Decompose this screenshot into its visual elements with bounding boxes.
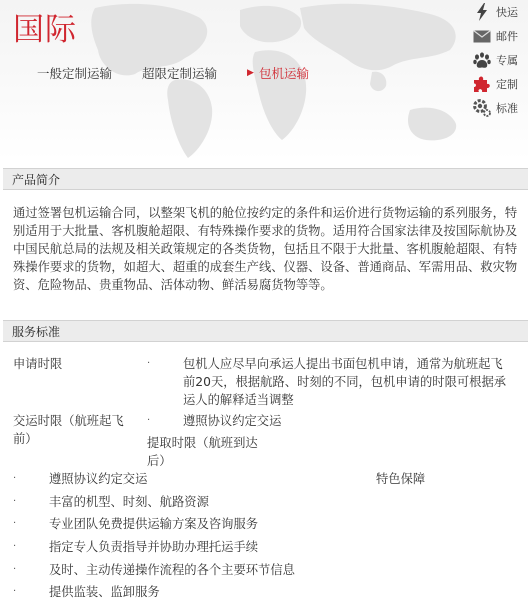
feature-item: 专业团队免费提供运输方案及咨询服务 [49, 517, 259, 531]
subnav-item-general-custom[interactable] [37, 64, 112, 82]
delivery-time-text: 遵照协议约定交运 [183, 414, 282, 428]
bullet-dot: · [147, 415, 151, 426]
bullet-dot: · [13, 586, 17, 597]
feature-label: 特色保障 [376, 472, 426, 486]
subnav-item-label: 超限定制运输 [142, 66, 218, 81]
section-header-service [3, 320, 528, 342]
subnav-item-label: 一般定制运输 [37, 66, 113, 81]
side-item-mail[interactable] [470, 24, 528, 48]
side-item-standard[interactable] [470, 96, 528, 120]
gear-icon [470, 96, 494, 120]
bullet-dot: · [13, 541, 17, 552]
apply-time-text: 包机人应尽早向承运人提出书面包机申请，通常为航班起飞前20天，根据航路、时刻的不同，包机申请的时限可根据承运人的解释适当调整 [183, 357, 507, 407]
lightning-icon [470, 0, 494, 24]
subnav-item-oversize-custom[interactable] [142, 64, 217, 82]
product-description: 通过签署包机运输合同，以整架飞机的舱位按约定的条件和运价进行货物运输的系列服务，特别适用于大批量、客机腹舱超限、有特殊操作要求的货物。适用符合国家法律及按国际航协及中国民航总局的法规及相关政策规定的各类货物，包括且不限于大批量、客机腹舱超限、有特殊操作要求的货物，如超大、超重的成套生产线、仪器、设备、普通商品、军需用品、救灾物资、危险物品、贵重物品、活体动物、鲜活易腐货物等等。 [13, 206, 518, 292]
side-item-custom[interactable] [470, 72, 528, 96]
triangle-right-icon: ▶ [247, 68, 254, 78]
side-menu [470, 0, 528, 120]
feature-item: 丰富的机型、时刻、航路资源 [49, 495, 209, 509]
feature-item: 指定专人负责指导并协助办理托运手续 [49, 540, 259, 554]
side-item-label: 专属 [496, 54, 518, 67]
side-item-express[interactable] [470, 0, 528, 24]
header-banner [0, 0, 528, 160]
pickup-time-text: 遵照协议约定交运 [49, 472, 148, 486]
bullet-dot: · [13, 518, 17, 529]
bullet-dot: · [147, 358, 151, 369]
delivery-time-label: 交运时限（航班起飞前） [13, 414, 124, 446]
bullet-dot: · [13, 496, 17, 507]
page-title: 国际 [13, 12, 77, 48]
feature-item: 及时、主动传递操作流程的各个主要环节信息 [49, 563, 295, 577]
subnav-item-charter[interactable] [247, 64, 309, 82]
envelope-icon [470, 24, 494, 48]
puzzle-icon [470, 72, 494, 96]
bullet-dot: · [13, 564, 17, 575]
side-item-label: 邮件 [496, 30, 518, 43]
apply-time-label: 申请时限 [13, 357, 63, 371]
pickup-time-label: 提取时限（航班到达后） [147, 436, 258, 468]
bullet-dot: · [13, 473, 17, 484]
section-title: 服务标准 [12, 325, 61, 339]
subnav-item-label: 包机运输 [258, 66, 309, 81]
side-item-exclusive[interactable] [470, 48, 528, 72]
side-item-label: 定制 [496, 78, 518, 91]
side-item-label: 标准 [496, 102, 518, 115]
side-item-label: 快运 [496, 6, 518, 19]
section-header-product [3, 168, 528, 190]
section-title: 产品简介 [12, 173, 61, 187]
feature-item: 提供监装、监卸服务 [49, 585, 160, 599]
paw-icon [470, 48, 494, 72]
sub-navigation [37, 64, 339, 82]
